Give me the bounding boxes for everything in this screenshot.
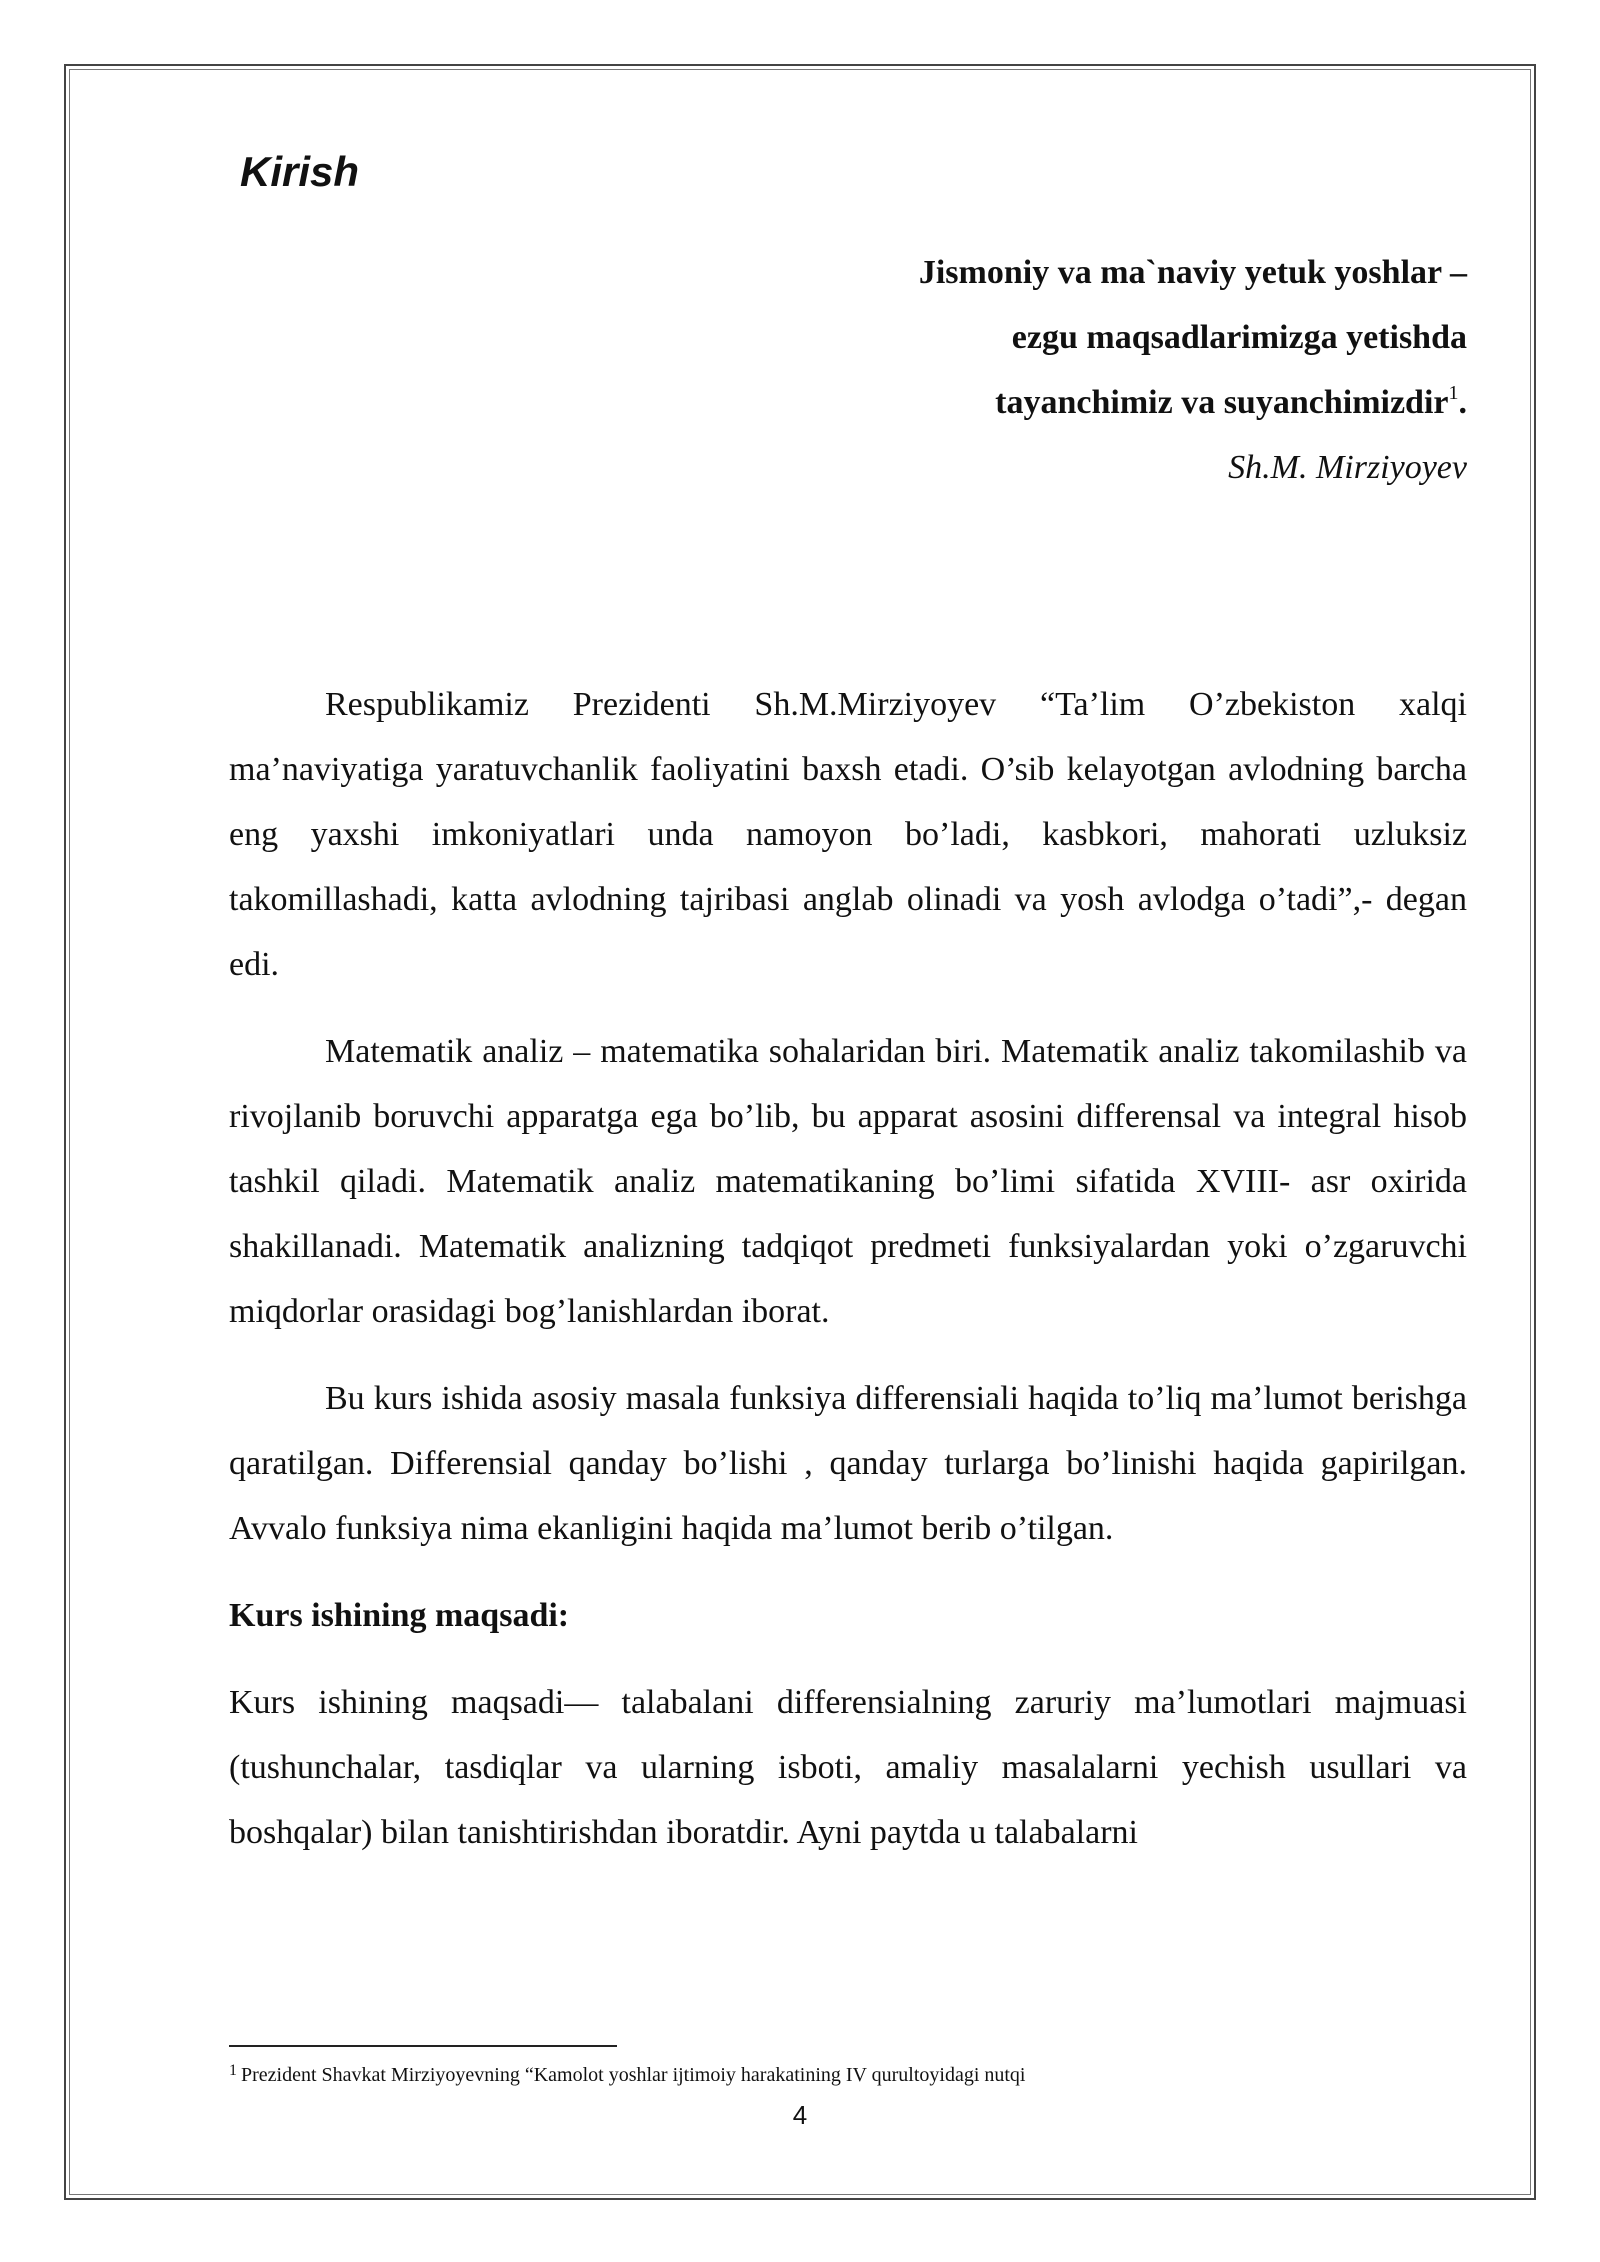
epigraph-line-3 bbox=[567, 370, 1467, 435]
footnote-separator bbox=[229, 2045, 617, 2047]
paragraph-1: Respublikamiz Prezidenti Sh.M.Mirziyoyev “Ta’lim O’zbekiston xalqi ma’naviyatiga yaratuvchanlik faoliyatini baxsh etadi. O’sib kelayotgan avlodning barcha eng yaxshi imkoniyatlari unda namoyon bo’ladi, kasbkori, mahorati uzluksiz takomillashadi, katta avlodning tajribasi anglab olinadi va yosh avlodga o’tadi”,- degan edi. bbox=[229, 686, 1467, 983]
footnote-reference[interactable]: 1 bbox=[1448, 382, 1459, 404]
epigraph-author: Sh.M. Mirziyoyev bbox=[1228, 449, 1467, 486]
epigraph-line-2: ezgu maqsadlarimizga yetishda bbox=[1011, 319, 1467, 356]
paragraph-2: Matematik analiz – matematika sohalaridan biri. Matematik analiz takomilashib va rivojlanib boruvchi apparatga ega bo’lib, bu apparat asosini differensal va integral hisob tashkil qiladi. Matematik analiz matematikaning bo’limi sifatida XVIII- asr oxirida shakillanadi. Matematik analizning tadqiqot predmeti funksiyalardan yoki o’zgaruvchi miqdorlar orasidagi bog’lanishlardan iborat. bbox=[229, 1033, 1467, 1330]
epigraph-line-3-text: tayanchimiz va suyanchimizdir bbox=[995, 384, 1449, 421]
body-text bbox=[229, 672, 1467, 1887]
epigraph bbox=[567, 240, 1467, 500]
page-number: 4 bbox=[792, 2100, 808, 2130]
section-heading: Kirish bbox=[240, 148, 360, 195]
goal-subheading: Kurs ishining maqsadi: bbox=[229, 1597, 570, 1634]
footnote bbox=[229, 2062, 1026, 2088]
footnote-text: Prezident Shavkat Mirziyoyevning “Kamolot yoshlar ijtimoiy harakatining IV qurultoyidagi nutqi bbox=[241, 2064, 1026, 2086]
footnote-number: 1 bbox=[229, 2062, 237, 2079]
goal-paragraph: Kurs ishining maqsadi— talabalani differensialning zaruriy ma’lumotlari majmuasi (tushunchalar, tasdiqlar va ularning isboti, amaliy masalalarni yechish usullari va boshqalar) bilan tanishtirishdan iboratdir. Ayni paytda u talabalarni bbox=[229, 1684, 1467, 1851]
epigraph-line-3-end: . bbox=[1458, 384, 1467, 421]
paragraph-3: Bu kurs ishida asosiy masala funksiya differensiali haqida to’liq ma’lumot berishga qaratilgan. Differensial qanday bo’lishi , qanday turlarga bo’linishi haqida gapirilgan. Avvalo funksiya nima ekanligini haqida ma’lumot berib o’tilgan. bbox=[229, 1380, 1467, 1547]
epigraph-line-1: Jismoniy va ma`naviy yetuk yoshlar – bbox=[918, 254, 1467, 291]
